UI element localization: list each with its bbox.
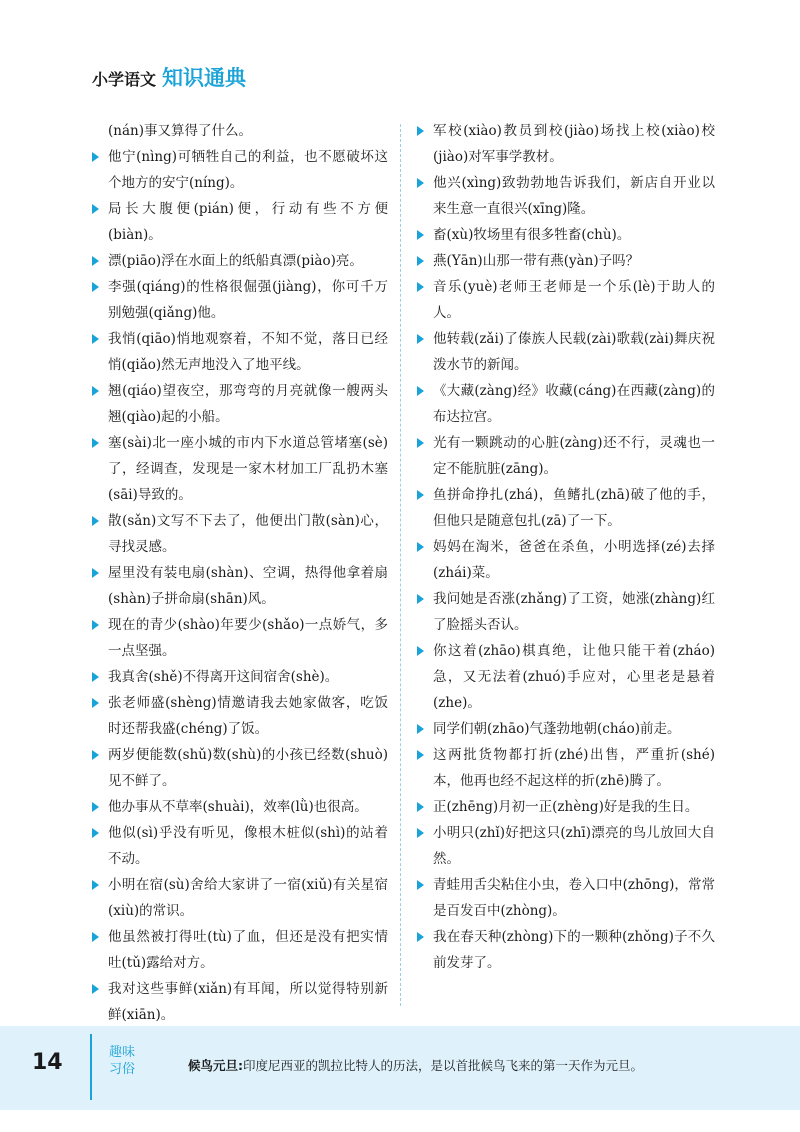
entry-text: 他办事从不草率(shuài)，效率(lǜ)也很高。	[108, 799, 368, 815]
bullet-icon	[92, 932, 99, 942]
entry-text: 青蛙用舌尖粘住小虫，卷入口中(zhōng)，常常是百发百中(zhòng)。	[433, 877, 715, 919]
entry-text: 塞(sài)北一座小城的市内下水道总管堵塞(sè)了，经调查，发现是一家木材加工厂乱扔木塞(sāi)导致的。	[108, 435, 388, 503]
entry-text: 两岁便能数(shǔ)数(shù)的小孩已经数(shuò)见不鲜了。	[108, 747, 388, 789]
list-item	[413, 118, 715, 170]
footer-tag-line: 习俗	[108, 1062, 135, 1077]
list-item	[88, 430, 388, 508]
list-item	[413, 716, 715, 742]
bullet-icon	[92, 386, 99, 396]
bullet-icon	[417, 594, 424, 604]
bullet-icon	[92, 204, 99, 214]
entry-text: 畜(xù)牧场里有很多牲畜(chù)。	[433, 227, 631, 243]
list-item	[88, 560, 388, 612]
list-item	[88, 612, 388, 664]
list-item	[413, 378, 715, 430]
bullet-icon	[417, 490, 424, 500]
bullet-icon	[92, 984, 99, 994]
bullet-icon	[417, 334, 424, 344]
entry-continuation	[88, 118, 388, 144]
list-item	[413, 222, 715, 248]
list-item	[413, 586, 715, 638]
bullet-icon	[92, 438, 99, 448]
list-item	[88, 508, 388, 560]
page-footer	[0, 1026, 800, 1110]
entry-text: 小明只(zhǐ)好把这只(zhī)漂亮的鸟儿放回大自然。	[433, 825, 715, 867]
entry-text: 我在春天种(zhòng)下的一颗种(zhǒng)子不久前发芽了。	[433, 929, 715, 971]
bullet-icon	[417, 256, 424, 266]
footer-note	[188, 1056, 643, 1074]
bullet-icon	[92, 802, 99, 812]
footer-note-text: 印度尼西亚的凯拉比特人的历法，是以首批候鸟飞来的第一天作为元旦。	[243, 1058, 644, 1073]
entry-text: 他宁(nìng)可牺牲自己的利益，也不愿破坏这个地方的安宁(níng)。	[108, 149, 388, 191]
bullet-icon	[417, 126, 424, 136]
entry-text: 音乐(yuè)老师王老师是一个乐(lè)于助人的人。	[433, 279, 715, 321]
list-item	[88, 144, 388, 196]
entry-text: 漂(piāo)浮在水面上的纸船真漂(piào)亮。	[108, 253, 363, 269]
footer-tag-line: 趣味	[108, 1045, 135, 1060]
entry-text: 军校(xiào)教员到校(jiào)场找上校(xiào)校(jiào)对军事学教材。	[433, 123, 715, 165]
bullet-icon	[92, 698, 99, 708]
list-item	[88, 378, 388, 430]
right-column	[413, 118, 715, 976]
bullet-icon	[417, 932, 424, 942]
bullet-icon	[417, 438, 424, 448]
bullet-icon	[417, 230, 424, 240]
bullet-icon	[92, 334, 99, 344]
entry-text: 局长大腹便(pián)便，行动有些不方便(biàn)。	[108, 201, 388, 243]
entry-text: 他兴(xìng)致勃勃地告诉我们，新店自开业以来生意一直很兴(xīng)隆。	[433, 175, 715, 217]
entry-text: 翘(qiáo)望夜空，那弯弯的月亮就像一艘两头翘(qiào)起的小船。	[108, 383, 388, 425]
bullet-icon	[92, 282, 99, 292]
list-item	[413, 872, 715, 924]
entry-text: 我真舍(shě)不得离开这间宿舍(shè)。	[108, 669, 339, 685]
footer-divider	[90, 1034, 92, 1100]
bullet-icon	[92, 620, 99, 630]
list-item	[413, 924, 715, 976]
entry-text: 这两批货物都打折(zhé)出售，严重折(shé)本，他再也经不起这样的折(zhē)腾了。	[433, 747, 715, 789]
list-item	[88, 820, 388, 872]
bullet-icon	[92, 828, 99, 838]
bullet-icon	[92, 880, 99, 890]
list-item	[88, 690, 388, 742]
entry-text: 鱼拼命挣扎(zhá)，鱼鳍扎(zhā)破了他的手，但他只是随意包扎(zā)了一下。	[433, 487, 715, 529]
bullet-icon	[92, 256, 99, 266]
entry-text: 我对这些事鲜(xiǎn)有耳闻，所以觉得特别新鲜(xiān)。	[108, 981, 388, 1023]
entry-text: 现在的青少(shào)年要少(shǎo)一点娇气，多一点坚强。	[108, 617, 388, 659]
list-item	[413, 482, 715, 534]
entry-text: (nán)事又算得了什么。	[108, 123, 252, 139]
entry-text: 他虽然被打得吐(tù)了血，但还是没有把实情吐(tǔ)露给对方。	[108, 929, 388, 971]
entry-text: 燕(Yān)山那一带有燕(yàn)子吗？	[433, 253, 640, 269]
list-item	[413, 742, 715, 794]
list-item	[88, 742, 388, 794]
bullet-icon	[417, 802, 424, 812]
list-item	[413, 794, 715, 820]
list-item	[88, 248, 388, 274]
entry-text: 他转载(zǎi)了傣族人民载(zài)歌载(zài)舞庆祝泼水节的新闻。	[433, 331, 715, 373]
bullet-icon	[417, 178, 424, 188]
bullet-icon	[92, 516, 99, 526]
page-header	[92, 62, 246, 92]
entry-text: 屋里没有装电扇(shàn)、空调，热得他拿着扇(shàn)子拼命扇(shān)风。	[108, 565, 388, 607]
list-item	[88, 326, 388, 378]
entry-text: 光有一颗跳动的心脏(zàng)还不行，灵魂也一定不能肮脏(zāng)。	[433, 435, 715, 477]
header-subtitle: 小学语文	[92, 70, 157, 89]
list-item	[413, 430, 715, 482]
bullet-icon	[417, 724, 424, 734]
list-item	[413, 170, 715, 222]
entry-text: 妈妈在淘米，爸爸在杀鱼，小明选择(zé)去择(zhái)菜。	[433, 539, 715, 581]
entry-text: 正(zhēng)月初一正(zhèng)好是我的生日。	[433, 799, 699, 815]
list-item	[413, 820, 715, 872]
entry-text: 同学们朝(zhāo)气蓬勃地朝(cháo)前走。	[433, 721, 681, 737]
list-item	[413, 248, 715, 274]
header-title: 知识通典	[162, 66, 247, 90]
left-column	[88, 118, 388, 1028]
list-item	[413, 534, 715, 586]
bullet-icon	[92, 672, 99, 682]
bullet-icon	[417, 542, 424, 552]
entry-text: 我悄(qiāo)悄地观察着，不知不觉，落日已经悄(qiǎo)然无声地没入了地平线。	[108, 331, 388, 373]
entry-text: 张老师盛(shèng)情邀请我去她家做客，吃饭时还帮我盛(chéng)了饭。	[108, 695, 388, 737]
list-item	[88, 924, 388, 976]
entry-text: 散(sǎn)文写不下去了，他便出门散(sàn)心，寻找灵感。	[108, 513, 388, 555]
list-item	[88, 274, 388, 326]
entry-text: 《大藏(zàng)经》收藏(cáng)在西藏(zàng)的布达拉宫。	[433, 383, 715, 425]
bullet-icon	[417, 282, 424, 292]
list-item	[88, 794, 388, 820]
entry-text: 我问她是否涨(zhǎng)了工资，她涨(zhàng)红了脸摇头否认。	[433, 591, 715, 633]
bullet-icon	[417, 828, 424, 838]
entry-text: 李强(qiáng)的性格很倔强(jiàng)，你可千万别勉强(qiǎng)他。	[108, 279, 388, 321]
list-item	[413, 274, 715, 326]
list-item	[88, 664, 388, 690]
list-item	[88, 196, 388, 248]
page-number: 14	[32, 1050, 63, 1075]
bullet-icon	[417, 386, 424, 396]
bullet-icon	[417, 880, 424, 890]
entry-text: 小明在宿(sù)舍给大家讲了一宿(xiǔ)有关星宿(xiù)的常识。	[108, 877, 388, 919]
bullet-icon	[92, 750, 99, 760]
column-divider	[400, 124, 401, 1006]
list-item	[88, 976, 388, 1028]
entry-text: 他似(sì)乎没有听见，像根木桩似(shì)的站着不动。	[108, 825, 388, 867]
bullet-icon	[417, 646, 424, 656]
bullet-icon	[92, 152, 99, 162]
footer-tag	[106, 1044, 138, 1078]
list-item	[413, 638, 715, 716]
list-item	[88, 872, 388, 924]
list-item	[413, 326, 715, 378]
bullet-icon	[417, 750, 424, 760]
footer-note-title: 候鸟元旦:	[188, 1058, 243, 1073]
bullet-icon	[92, 568, 99, 578]
entry-text: 你这着(zhāo)棋真绝，让他只能干着(zháo)急，又无法着(zhuó)手应对，心里老是悬着(zhe)。	[433, 643, 715, 711]
